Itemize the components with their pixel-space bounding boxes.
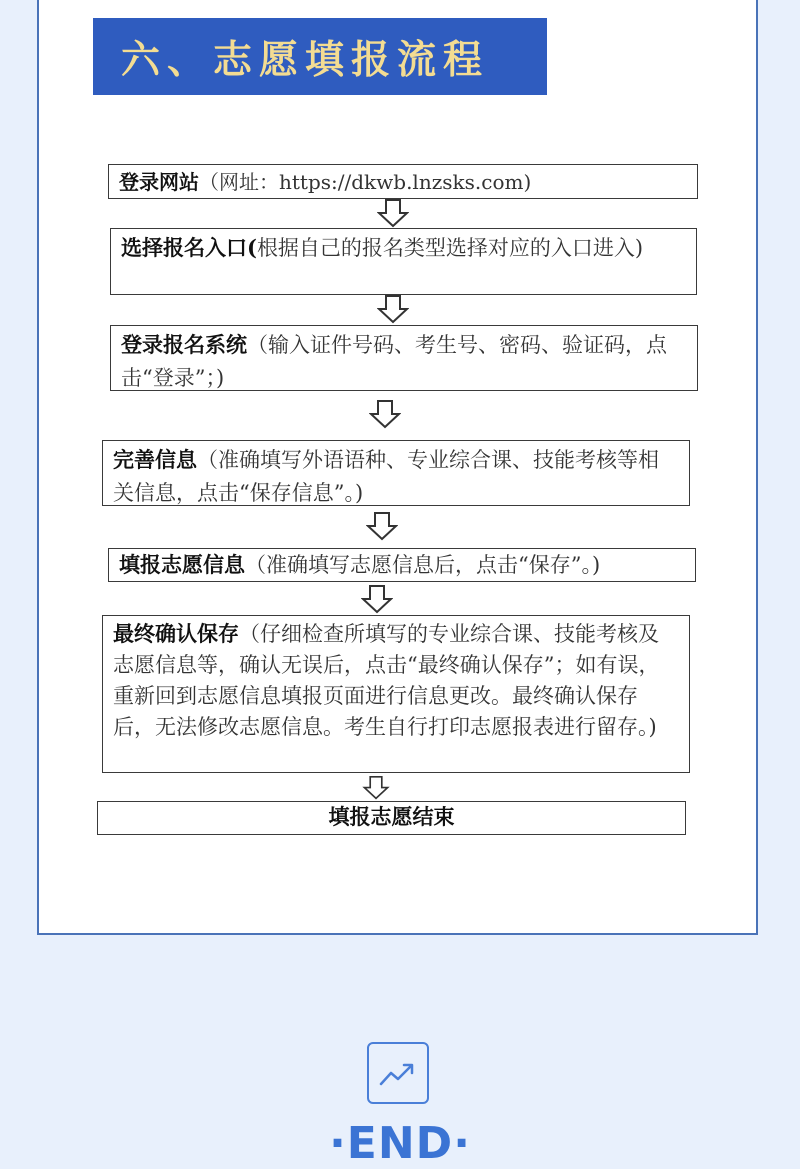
end-label: ·END· — [329, 1118, 471, 1169]
step-body: （网址：https://dkwb.lnzsks.com) — [199, 170, 532, 194]
step-body: 根据自己的报名类型选择对应的入口进入) — [256, 236, 644, 260]
section-title: 六、志愿填报流程 — [121, 36, 490, 83]
step-head: 登录报名系统 — [121, 332, 247, 357]
down-arrow-icon — [361, 585, 393, 614]
step-head: 填报志愿信息 — [119, 552, 245, 577]
step-fill-preferences — [108, 548, 696, 582]
trending-chart-icon — [367, 1042, 429, 1104]
step-head: 最终确认保存 — [113, 621, 239, 646]
down-arrow-icon — [377, 199, 409, 228]
step-body: （仔细检查所填写的专业综合课、技能考核及志愿信息等，确认无误后，点击“最终确认保存”；如有误，重新回到志愿信息填报页面进行信息更改。最终确认保存后，无法修改志愿信息。考生自行打印志愿报表进行留存。) — [113, 622, 660, 739]
step-login-system — [110, 325, 698, 391]
step-select-entry — [110, 228, 697, 295]
step-body: （准确填写志愿信息后，点击“保存”。) — [245, 553, 601, 577]
step-login-website — [108, 164, 698, 199]
down-arrow-icon — [366, 512, 398, 541]
step-head: 登录网站 — [119, 170, 199, 194]
step-head: 选择报名入口( — [121, 235, 257, 260]
step-head: 完善信息 — [113, 447, 197, 472]
step-finish-label: 填报志愿结束 — [328, 804, 455, 829]
down-arrow-icon — [362, 776, 390, 800]
down-arrow-icon — [369, 400, 401, 429]
step-body: （输入证件号码、考生号、密码、验证码，点击“登录”；) — [121, 333, 667, 390]
step-finish — [97, 801, 686, 835]
step-body: （准确填写外语语种、专业综合课、技能考核等相关信息，点击“保存信息”。) — [113, 448, 659, 505]
step-final-confirm — [102, 615, 690, 773]
step-complete-info — [102, 440, 690, 506]
section-title-banner — [93, 18, 547, 95]
down-arrow-icon — [377, 295, 409, 324]
